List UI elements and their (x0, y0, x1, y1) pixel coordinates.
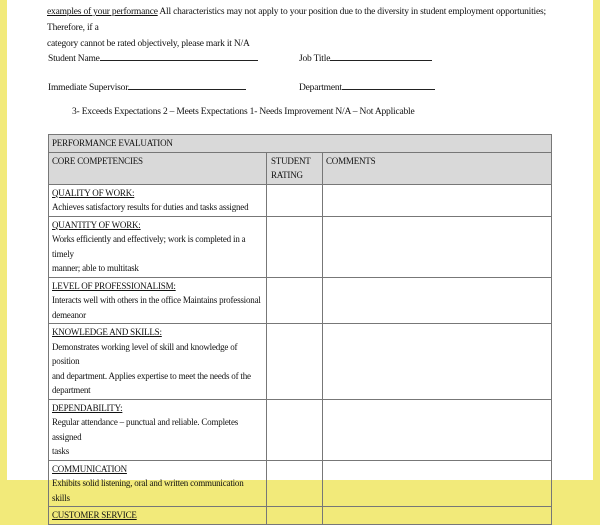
student-rating-cell[interactable] (267, 460, 323, 507)
student-rating-cell[interactable] (267, 216, 323, 277)
comments-cell[interactable] (323, 277, 552, 324)
intro-line-2: category cannot be rated objectively, please mark it N/A (47, 39, 250, 49)
table-row (49, 184, 552, 216)
competency-cell (49, 216, 267, 277)
table-row (49, 324, 552, 400)
student-rating-header (267, 152, 323, 184)
competency-description-line: Works efficiently and effectively; work is completed in a timely (52, 234, 246, 259)
competency-description-line: department (52, 385, 91, 395)
competency-title: DEPENDABILITY: (52, 402, 123, 413)
student-rating-cell[interactable] (267, 184, 323, 216)
competency-cell (49, 460, 267, 507)
department-row (299, 80, 435, 93)
competency-cell (49, 399, 267, 460)
comments-cell[interactable] (323, 216, 552, 277)
table-row (49, 399, 552, 460)
competency-title: LEVEL OF PROFESSIONALISM: (52, 280, 176, 291)
job-title-row (299, 51, 432, 64)
evaluation-form-page (7, 0, 593, 520)
supervisor-label: Immediate Supervisor (48, 83, 129, 93)
competency-description-line: Interacts well with others in the office Maintains professional (52, 295, 261, 305)
performance-examples-link: examples of your performance (47, 7, 158, 17)
comments-cell[interactable] (323, 184, 552, 216)
competency-title: QUANTITY OF WORK: (52, 219, 141, 230)
student-rating-header-line2: RATING (271, 170, 303, 180)
student-rating-cell[interactable] (267, 324, 323, 400)
competency-description-line: manner; able to multitask (52, 263, 139, 273)
intro-line-1-rest: All characteristics may not apply to your position due to the diversity in student employment opportunities; Therefore, if a (47, 7, 546, 33)
supervisor-field[interactable] (128, 80, 246, 90)
student-name-label: Student Name (48, 54, 100, 64)
rating-scale-legend: 3- Exceeds Expectations 2 – Meets Expectations 1- Needs Improvement N/A – Not Applicable (72, 107, 415, 117)
competency-cell (49, 184, 267, 216)
student-rating-cell[interactable] (267, 277, 323, 324)
competency-description-line: and department. Applies expertise to meet the needs of the (52, 370, 251, 381)
competency-title: QUALITY OF WORK: (52, 187, 135, 198)
intro-paragraph (47, 4, 567, 52)
competency-title: COMMUNICATION (52, 463, 127, 474)
table-row (49, 460, 552, 507)
competency-description-line: Exhibits solid listening, oral and written communication skills (52, 478, 244, 503)
table-row (49, 216, 552, 277)
competency-description-line: demeanor (52, 309, 86, 320)
student-name-row (48, 51, 258, 64)
competency-description-line: Demonstrates working level of skill and knowledge of position (52, 341, 238, 366)
supervisor-row (48, 80, 246, 93)
table-row (49, 277, 552, 324)
comments-cell[interactable] (323, 460, 552, 507)
comments-cell[interactable] (323, 507, 552, 525)
job-title-field[interactable] (330, 51, 432, 61)
student-rating-cell[interactable] (267, 399, 323, 460)
competency-title: KNOWLEDGE AND SKILLS: (52, 327, 162, 337)
table-row (49, 507, 552, 525)
comments-header: COMMENTS (323, 152, 552, 184)
department-label: Department (299, 83, 342, 93)
table-caption: PERFORMANCE EVALUATION (49, 135, 552, 153)
competency-cell (49, 324, 267, 400)
job-title-label: Job Title (299, 54, 331, 64)
competency-cell (49, 277, 267, 324)
table-header-row (49, 152, 552, 184)
competency-description-line: Achieves satisfactory results for duties and tasks assigned (52, 202, 249, 212)
student-rating-header-line1: STUDENT (271, 155, 311, 166)
intro-line-1 (47, 4, 567, 36)
comments-cell[interactable] (323, 399, 552, 460)
competency-cell (49, 507, 267, 525)
comments-cell[interactable] (323, 324, 552, 400)
student-name-field[interactable] (100, 51, 258, 61)
department-field[interactable] (342, 80, 435, 90)
student-rating-cell[interactable] (267, 507, 323, 525)
competency-description-line: Regular attendance – punctual and reliable. Completes assigned (52, 417, 239, 442)
performance-evaluation-table (48, 134, 552, 525)
core-competencies-header: CORE COMPETENCIES (49, 152, 267, 184)
competency-description-line: tasks (52, 446, 70, 456)
competency-title: CUSTOMER SERVICE (52, 510, 137, 520)
